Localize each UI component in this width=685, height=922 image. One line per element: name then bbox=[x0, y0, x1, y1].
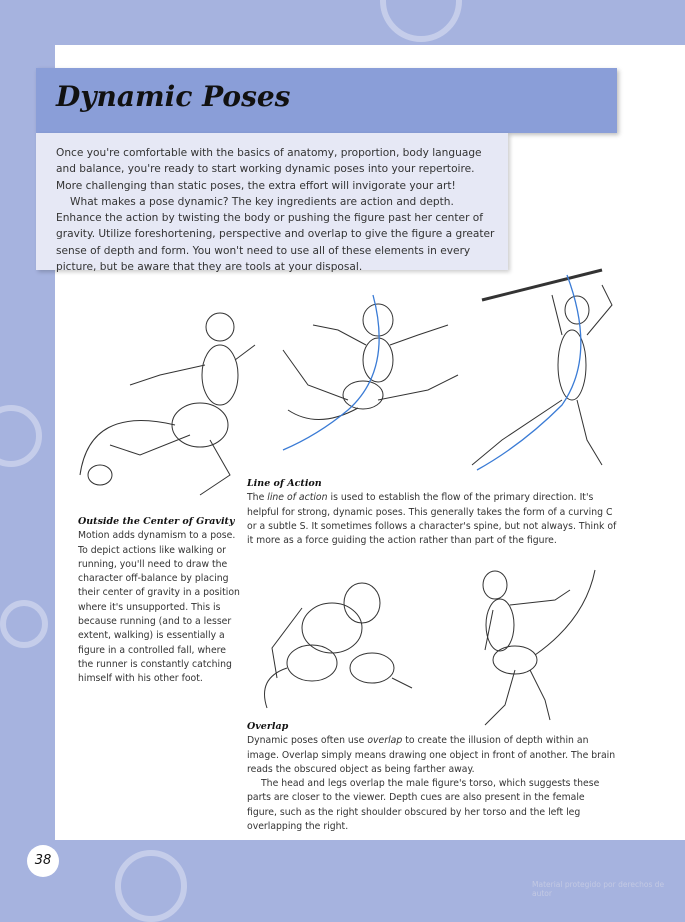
emphasis: overlap bbox=[367, 735, 403, 747]
page-title: Dynamic Poses bbox=[56, 80, 291, 113]
watermark: Material protegido por derechos de autor bbox=[532, 880, 665, 898]
decorative-circle bbox=[0, 405, 42, 467]
action-body bbox=[247, 491, 617, 548]
intro-box bbox=[36, 133, 508, 274]
text: Dynamic poses often use bbox=[247, 735, 368, 747]
text: is used to establish the flow of the primary direction. It's helpful for strong, dynamic poses. This generally takes the form of a curving C or a subtle S. It sometimes follows a character's spine, but not always. Think of it more as a force guiding the action rather than part of the figure. bbox=[247, 492, 617, 547]
intro-text bbox=[56, 145, 498, 275]
overlap-female-figure-sketch bbox=[455, 560, 605, 730]
overlap-male-figure-sketch bbox=[252, 568, 422, 718]
action-section bbox=[247, 477, 617, 548]
gravity-body: Motion adds dynamism to a pose. To depict actions like walking or running, you'll need to draw the character off-balance by placing their center of gravity in a position where it's unsupported. This is because running (and to a lesser extent, walking) is essentially a figure in a controlled fall, where the runner is constantly catching himself with his other foot. bbox=[78, 530, 240, 685]
decorative-circle bbox=[380, 0, 462, 42]
intro-paragraph-1: Once you're comfortable with the basics of anatomy, proportion, body language and balance, you're ready to start working dynamic poses into your repertoire. More challenging than static poses, the extra effort will invigorate your art! bbox=[56, 147, 482, 192]
spear-figure-sketch bbox=[462, 265, 622, 480]
running-figure-sketch bbox=[70, 305, 270, 500]
leaping-figure-sketch bbox=[278, 290, 468, 470]
overlap-heading: Overlap bbox=[247, 721, 289, 732]
gravity-heading: Outside the Center of Gravity bbox=[78, 516, 235, 527]
text: to create the illusion of depth within an image. Overlap simply means drawing one object in front of another. The brain reads the obscured object as being farther away. bbox=[247, 735, 616, 775]
emphasis: line of action bbox=[267, 492, 328, 504]
title-banner bbox=[36, 68, 617, 133]
overlap-paragraph-2: The head and legs overlap the male figure's torso, which suggests these parts are closer to the viewer. Depth cues are also present in the female figure, such as the right shoulder obscured by her torso and the left leg overlapping the right. bbox=[247, 778, 600, 833]
line-of-action bbox=[283, 295, 379, 450]
decorative-circle bbox=[0, 600, 48, 648]
action-heading: Line of Action bbox=[247, 478, 322, 489]
page-number: 38 bbox=[27, 845, 59, 877]
text: The bbox=[247, 492, 268, 504]
overlap-section bbox=[247, 720, 617, 834]
overlap-paragraph-1 bbox=[247, 734, 617, 777]
decorative-circle bbox=[115, 850, 187, 922]
intro-paragraph-2: What makes a pose dynamic? The key ingredients are action and depth. Enhance the action by twisting the body or pushing the figure past her center of gravity. Utilize foreshortening, perspective and overlap to give the figure a greater sense of depth and form. You won't need to use all of these elements in every picture, but be aware that they are tools at your disposal. bbox=[56, 195, 495, 274]
line-of-action bbox=[477, 275, 581, 470]
gravity-section bbox=[78, 515, 243, 687]
